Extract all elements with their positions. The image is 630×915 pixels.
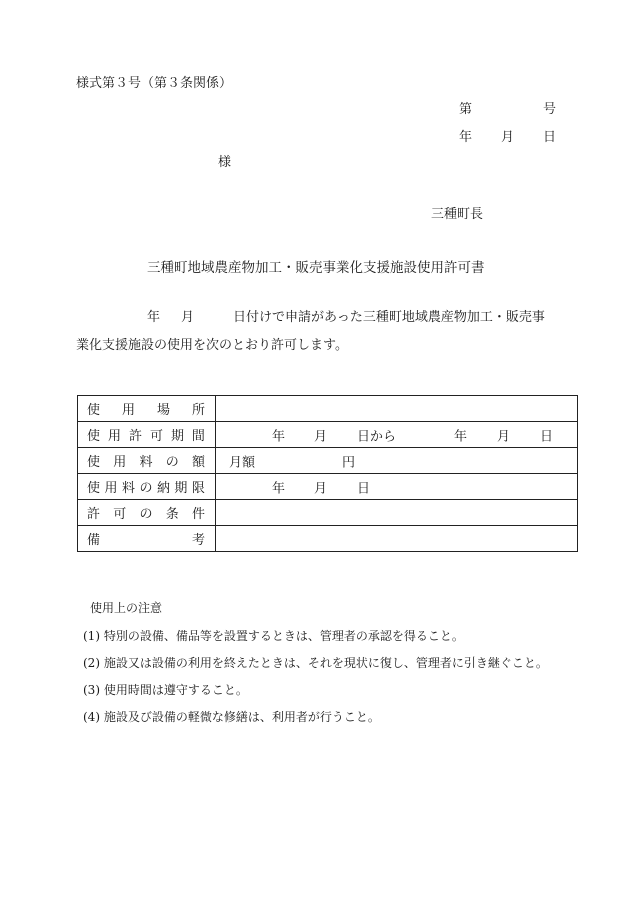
table-row-deadline [78, 474, 578, 500]
period-year-1: 年 [272, 429, 286, 444]
fee-yen: 円 [342, 455, 356, 470]
issue-date-day: 日 [543, 130, 557, 145]
period-day-from: 日から [357, 429, 397, 444]
table-row-place [78, 396, 578, 422]
label-char: 可 [149, 429, 163, 444]
label-char: 条 [165, 507, 179, 522]
table-row-fee [78, 448, 578, 474]
fee-value [216, 448, 578, 474]
deadline-label [78, 474, 216, 500]
notes-title: 使用上の注意 [90, 601, 163, 615]
label-char: 用 [113, 455, 127, 470]
place-label-text [87, 399, 205, 418]
place-label [78, 396, 216, 422]
remarks-label-text [87, 529, 205, 548]
issue-date-year: 年 [459, 130, 473, 145]
label-char: 限 [191, 481, 205, 496]
label-char: 所 [191, 403, 205, 418]
label-char: 用 [121, 403, 135, 418]
label-char: 可 [113, 507, 127, 522]
label-char: 用 [104, 481, 118, 496]
conditions-value [216, 500, 578, 526]
label-char: 備 [87, 533, 101, 548]
table-row-conditions [78, 500, 578, 526]
table-row-period [78, 422, 578, 448]
document-title: 三種町地域農産物加工・販売事業化支援施設使用許可書 [147, 260, 485, 276]
label-char: 用 [107, 429, 121, 444]
label-char: 期 [174, 481, 188, 496]
label-char: 許 [87, 507, 101, 522]
label-char: の [165, 455, 179, 470]
label-char: 使 [87, 455, 101, 470]
label-char: 料 [139, 455, 153, 470]
fee-monthly: 月額 [229, 455, 256, 470]
label-char: 間 [191, 429, 205, 444]
permit-table [77, 395, 578, 552]
doc-number-label: 第 [459, 102, 473, 117]
place-value [216, 396, 578, 422]
period-label [78, 422, 216, 448]
period-month-2: 月 [497, 429, 511, 444]
period-label-text [87, 425, 205, 444]
body-year: 年 [147, 310, 161, 325]
period-month-1: 月 [314, 429, 328, 444]
label-char: 期 [170, 429, 184, 444]
note-item: (4) 施設及び設備の軽微な修繕は、利用者が行うこと。 [83, 710, 380, 724]
label-char: 場 [156, 403, 170, 418]
table-row-remarks [78, 526, 578, 552]
doc-number-suffix: 号 [543, 102, 557, 117]
label-char: 考 [191, 533, 205, 548]
form-number: 様式第３号（第３条関係） [76, 76, 233, 91]
label-char: 額 [191, 455, 205, 470]
label-char: の [139, 507, 153, 522]
remarks-value [216, 526, 578, 552]
conditions-label-text [87, 503, 205, 522]
period-year-2: 年 [454, 429, 468, 444]
period-day-2: 日 [540, 429, 554, 444]
body-line-2: 業化支援施設の使用を次のとおり許可します。 [76, 338, 348, 353]
note-item: (2) 施設又は設備の利用を終えたときは、それを現状に復し、管理者に引き継ぐこと。 [83, 656, 548, 670]
label-char: 使 [87, 429, 101, 444]
deadline-day: 日 [357, 481, 371, 496]
deadline-value [216, 474, 578, 500]
label-char: 料 [121, 481, 135, 496]
deadline-year: 年 [272, 481, 286, 496]
label-char: 使 [87, 481, 101, 496]
note-item: (1) 特別の設備、備品等を設置するときは、管理者の承認を得ること。 [83, 629, 464, 643]
period-value [216, 422, 578, 448]
conditions-label [78, 500, 216, 526]
deadline-month: 月 [314, 481, 328, 496]
body-month: 月 [181, 310, 195, 325]
deadline-label-text [87, 477, 205, 496]
label-char: 使 [87, 403, 101, 418]
issuer: 三種町長 [431, 207, 484, 222]
addressee-suffix: 様 [218, 155, 232, 170]
label-char: 許 [128, 429, 142, 444]
remarks-label [78, 526, 216, 552]
label-char: 件 [191, 507, 205, 522]
fee-label-text [87, 451, 205, 470]
issue-date-month: 月 [501, 130, 515, 145]
body-line-1-text: 日付けで申請があった三種町地域農産物加工・販売事 [233, 310, 545, 325]
note-item: (3) 使用時間は遵守すること。 [83, 683, 248, 697]
fee-label [78, 448, 216, 474]
label-char: 納 [156, 481, 170, 496]
label-char: の [139, 481, 153, 496]
